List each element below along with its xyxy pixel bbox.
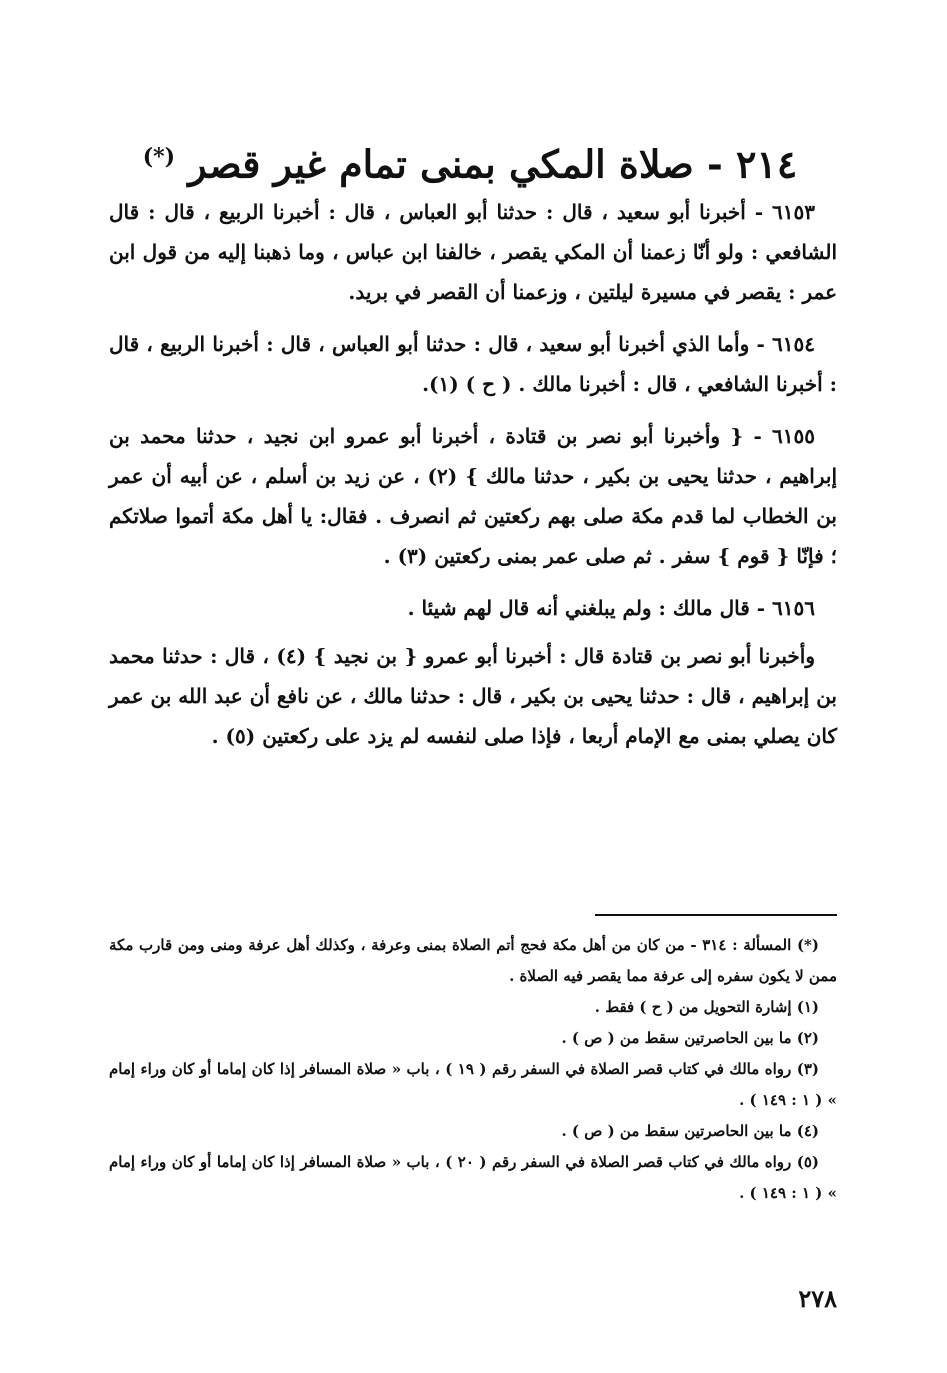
footnote-divider — [595, 914, 837, 916]
page-number: ٢٧٨ — [798, 1284, 837, 1313]
main-text — [109, 192, 837, 768]
footnote-2: (٢) ما بين الحاصرتين سقط من ( ص ) . — [561, 1029, 819, 1047]
footnote-5: (٥) رواه مالك في كتاب قصر الصلاة في السفر رقم ( ٢٠ ) ، باب « صلاة المسافر إذا كان إماما أو كان وراء إمام » ( ١ : ١٤٩ ) . — [109, 1153, 837, 1202]
chapter-title-text: ٢١٤ - صلاة المكي بمنى تمام غير قصر — [188, 141, 798, 187]
paragraph-6153: ٦١٥٣ - أخبرنا أبو سعيد ، قال : حدثنا أبو العباس ، قال : أخبرنا الربيع ، قال : قال الشافعي : ولو أنّا زعمنا أن المكي يقصر ، خالفنا ابن عباس ، وما ذهبنا إليه من قول ابن عمر : يقصر في مسيرة ليلتين ، وزعمنا أن القصر في بريد. — [109, 200, 837, 304]
footnotes — [109, 930, 837, 1209]
paragraph-continuation: وأخبرنا أبو نصر بن قتادة قال : أخبرنا أبو عمرو { بن نجيد } (٤) ، قال : حدثنا محمد بن إبراهيم ، قال : حدثنا يحيى بن بكير ، قال : حدثنا مالك ، عن نافع أن عبد الله بن عمر كان يصلي بمنى مع الإمام أربعا ، فإذا صلى لنفسه لم يزد على ركعتين (٥) . — [109, 644, 837, 748]
footnote-4: (٤) ما بين الحاصرتين سقط من ( ص ) . — [561, 1122, 819, 1140]
chapter-title-marker: (*) — [142, 144, 176, 170]
paragraph-6156: ٦١٥٦ - قال مالك : ولم يبلغني أنه قال لهم شيئا . — [407, 596, 815, 620]
footnote-star: (*) المسألة : ٣١٤ - من كان من أهل مكة فحج أتم الصلاة بمنى وعرفة ، وكذلك أهل عرفة ومنى ومن قارب مكة ممن لا يكون سفره إلى عرفة مما يقصر فيه الصلاة . — [109, 936, 837, 985]
footnote-3: (٣) رواه مالك في كتاب قصر الصلاة في السفر رقم ( ١٩ ) ، باب « صلاة المسافر إذا كان إماما أو كان وراء إمام » ( ١ : ١٤٩ ) . — [109, 1060, 837, 1109]
paragraph-6155: ٦١٥٥ - { وأخبرنا أبو نصر بن قتادة ، أخبرنا أبو عمرو ابن نجيد ، حدثنا محمد بن إبراهيم ، حدثنا يحيى بن بكير ، حدثنا مالك } (٢) ، عن زيد بن أسلم ، عن أبيه أن عمر بن الخطاب لما قدم مكة صلى بهم ركعتين ثم انصرف . فقال: يا أهل مكة أتموا صلاتكم ؛ فإنّا { قوم } سفر . ثم صلى عمر بمنى ركعتين (٣) . — [109, 424, 838, 568]
paragraph-6154: ٦١٥٤ - وأما الذي أخبرنا أبو سعيد ، قال : حدثنا أبو العباس ، قال : أخبرنا الربيع ، قال : أخبرنا الشافعي ، قال : أخبرنا مالك . ( ح ) (١). — [109, 332, 837, 396]
chapter-title — [100, 122, 840, 200]
footnote-1: (١) إشارة التحويل من ( ح ) فقط . — [594, 998, 819, 1016]
